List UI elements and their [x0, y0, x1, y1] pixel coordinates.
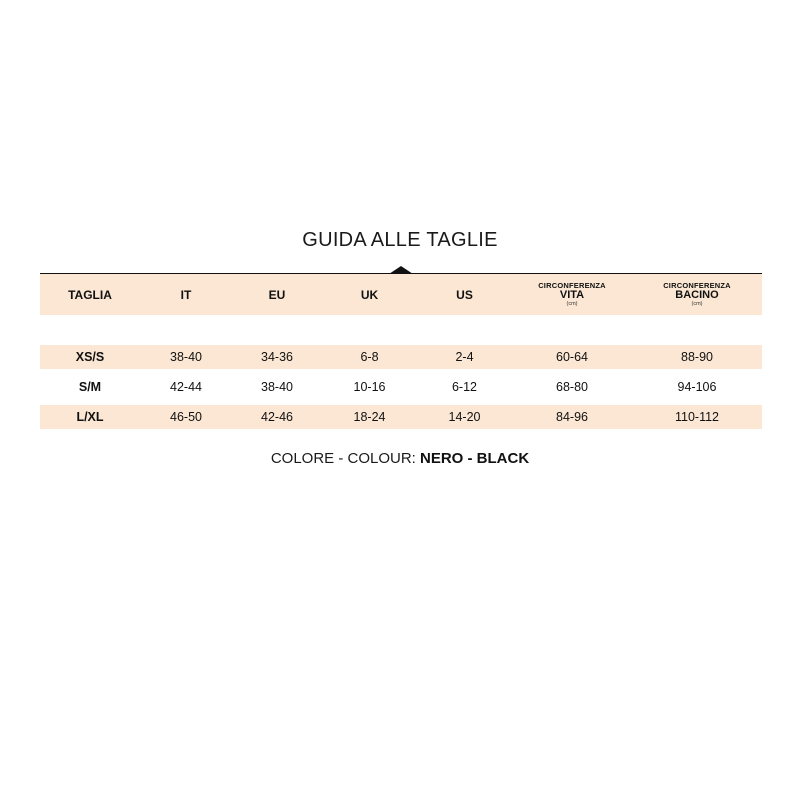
row-hip: 94-106	[677, 380, 717, 394]
header-uk: UK	[360, 287, 379, 302]
row-eu: 38-40	[261, 380, 293, 394]
row-it: 46-50	[170, 410, 202, 424]
header-us: US	[456, 287, 473, 302]
table-row	[40, 405, 762, 429]
row-uk: 10-16	[353, 380, 386, 394]
table-header-row	[40, 274, 762, 315]
row-uk: 6-8	[360, 350, 379, 364]
row-uk: 18-24	[353, 410, 386, 424]
row-us: 6-12	[451, 380, 478, 394]
table-row	[40, 375, 762, 399]
header-waist-unit: (cm)	[566, 301, 578, 307]
header-waist-main: VITA	[559, 289, 585, 301]
row-hip: 88-90	[681, 350, 713, 364]
row-it: 42-44	[170, 380, 202, 394]
row-waist: 84-96	[556, 410, 588, 424]
row-waist: 68-80	[556, 380, 588, 394]
row-size: XS/S	[75, 350, 105, 364]
header-hip-top: CIRCONFERENZA	[663, 280, 731, 290]
header-it: IT	[180, 287, 192, 302]
row-eu: 34-36	[261, 350, 293, 364]
colour-value: NERO - BLACK	[420, 450, 530, 467]
row-hip: 110-112	[674, 410, 720, 424]
header-waist	[512, 274, 632, 315]
row-size: L/XL	[76, 410, 104, 424]
row-us: 14-20	[448, 410, 481, 424]
row-eu: 42-46	[261, 410, 293, 424]
page-title: GUIDA ALLE TAGLIE	[302, 229, 498, 251]
header-eu: EU	[268, 287, 286, 302]
header-hip	[632, 274, 762, 315]
table-row	[40, 345, 762, 369]
colour-label: COLORE - COLOUR:	[270, 450, 420, 467]
colour-line	[0, 450, 800, 467]
header-size: TAGLIA	[68, 287, 112, 302]
header-hip-main: BACINO	[675, 289, 719, 301]
row-size: S/M	[78, 380, 102, 394]
row-us: 2-4	[455, 350, 474, 364]
row-waist: 60-64	[556, 350, 588, 364]
row-it: 38-40	[170, 350, 202, 364]
header-hip-unit: (cm)	[691, 301, 703, 307]
header-waist-top: CIRCONFERENZA	[538, 280, 606, 290]
